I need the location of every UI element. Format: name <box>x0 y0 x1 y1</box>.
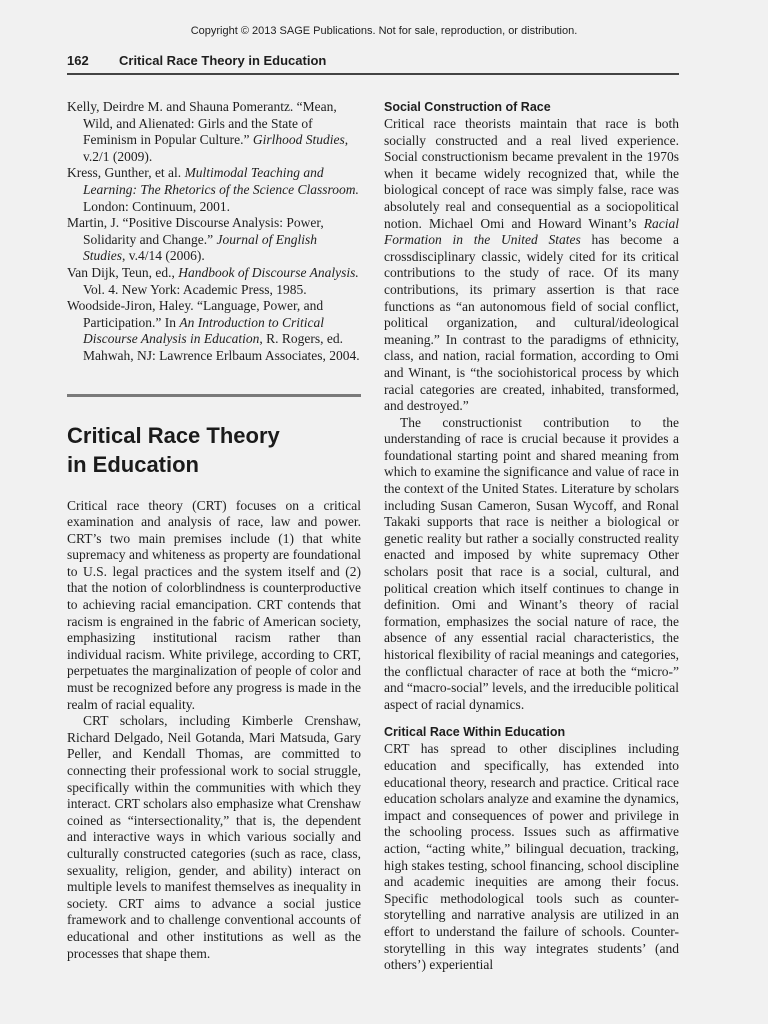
body-paragraph: Critical race theorists maintain that race is both socially constructed and a real lived experience. Social constructionism became prevalent in the 1970s when it became widely recognized that, while the biological concept of race was simply false, race was absolutely real and consequential as a sociopolitical notion. Michael Omi and Howard Winant’s Racial Formation in the United States has become a crossdisciplinary classic, widely cited for its critical contributions to the study of race. Of its many contributions, its primary assertion is that race functions as “an autonomous field of social conflict, political organization, and cultural/ideological meaning.” In contrast to the paradigms of ethnicity, class, and nation, racial formation, according to Omi and Winant, is “the sociohistorical process by which racial categories are created, inhabited, transformed, and destroyed.” <box>384 116 679 414</box>
reference-item: Van Dijk, Teun, ed., Handbook of Discourse Analysis. Vol. 4. New York: Academic Press, 1985. <box>67 264 359 297</box>
entry-title: Critical Race Theory in Education <box>67 422 280 477</box>
page-number: 162 <box>67 53 89 68</box>
copyright-notice: Copyright © 2013 SAGE Publications. Not for sale, reproduction, or distribution. <box>190 25 578 37</box>
body-paragraph: The constructionist contribution to the understanding of race is crucial because it provides a foundational starting point and shared meaning from which to examine the significance and value of race in the context of the United States. Literature by scholars including Susan Cameron, Susan Wycoff, and Ronal Takaki supports that race is neither a biological or genetic reality but rather a socially constructed reality enacted and imposed by white supremacy Other scholars posit that race is a social, cultural, and political creation which itself continues to change in definition. Omi and Winant’s theory of racial formation, emphasizes the social nature of race, the absence of any essential racial characteristics, the historical flexibility of racial meanings and categories, the conflictual character of race at both the “micro-” and “macro-social” levels, and the irreducible political aspect of racial dynamics. <box>384 414 679 712</box>
right-column <box>384 99 679 974</box>
entry-divider <box>67 394 361 397</box>
section-heading: Critical Race Within Education <box>384 725 566 740</box>
section-heading: Social Construction of Race <box>384 100 551 114</box>
running-head-title: Critical Race Theory in Education <box>119 53 327 68</box>
reference-item: Kress, Gunther, et al. Multimodal Teaching and Learning: The Rhetorics of the Science Classroom. London: Continuum, 2001. <box>67 165 359 214</box>
body-paragraph: CRT has spread to other disciplines including education and specifically, has extended into educational theory, research and practice. Critical race education scholars analyze and examine the dynamics, impact and consequences of power and privilege in the schooling process. Issues such as affirmative action, “acting white,” bilingual decuation, tracking, high stakes testing, school financing, school discipline and academic inequities are among their focus. Specific methodological tools such as counter-storytelling and narrative analysis are utilized in an effort to understand the failure of schools. Counter-storytelling in this way integrates students’ (and others’) experiential <box>384 741 680 973</box>
reference-item: Martin, J. “Positive Discourse Analysis: Power, Solidarity and Change.” Journal of English Studies, v.4/14 (2006). <box>67 215 324 264</box>
body-paragraph: Critical race theory (CRT) focuses on a critical examination and analysis of race, law and power. CRT’s two main premises include (1) that white supremacy and whiteness as property are foundational to U.S. legal practices and the system itself and (2) that the notion of colorblindness is counterproductive to achieving racial emancipation. CRT contends that racism is engrained in the fabric of American society, emphasizing institutional racism rather than individual racism. White privilege, according to CRT, perpetuates the marginalization of people of color and must be recognized before any progress is made in the realm of racial equality. <box>67 497 361 712</box>
reference-list <box>67 99 361 365</box>
reference-item: Kelly, Deirdre M. and Shauna Pomerantz. “Mean, Wild, and Alienated: Girls and the State of Feminism in Popular Culture.” Girlhood Studies, v.2/1 (2009). <box>67 99 349 164</box>
body-paragraph: CRT scholars, including Kimberle Crenshaw, Richard Delgado, Neil Gotanda, Mari Matsuda, Gary Peller, and Kendall Thomas, are committed to connecting their professional work to social struggle, specifically within the communities with which they interact. CRT scholars also emphasize what Crenshaw coined as “intersectionality,” that is, the dependent and interactive ways in which various socially and culturally constructed categories (such as race, class, sexuality, religion, gender, and ability) interact on multiple levels to manifest themselves as inequality in society. CRT aims to advance a social justice framework and to challenge conventional accounts of educational and other institutions as well as the processes that shape them. <box>67 713 361 961</box>
left-column <box>67 99 361 962</box>
header-rule <box>67 73 679 75</box>
reference-item: Woodside-Jiron, Haley. “Language, Power, and Participation.” In An Introduction to Critical Discourse Analysis in Education, R. Rogers, ed. Mahwah, NJ: Lawrence Erlbaum Associates, 2004. <box>67 298 360 363</box>
running-head <box>67 53 679 68</box>
